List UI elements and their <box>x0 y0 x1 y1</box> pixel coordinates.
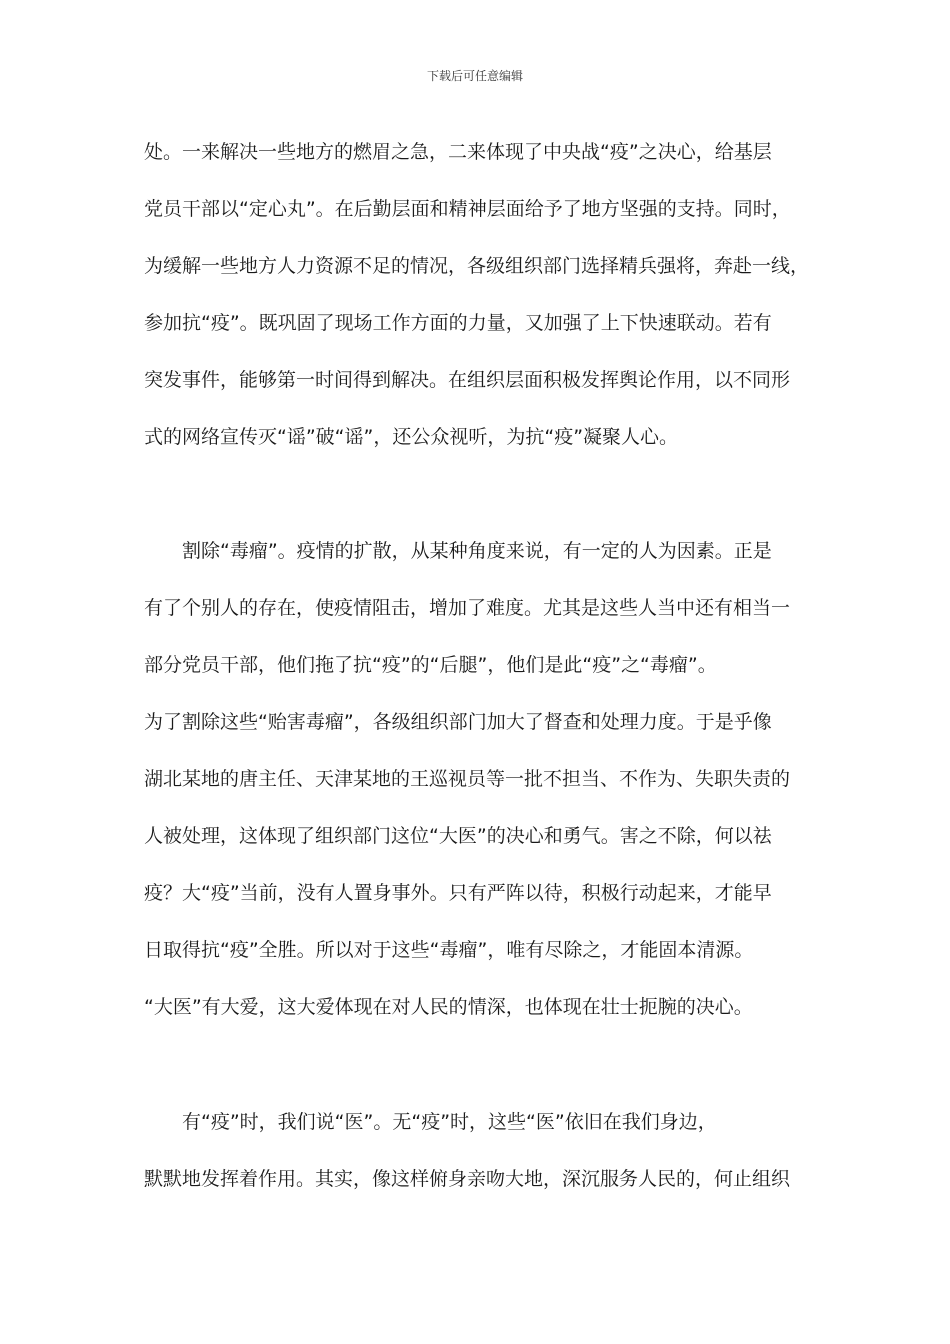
paragraph-first-line: 割除“毒瘤”。疫情的扩散，从某种角度来说，有一定的人为因素。正是 <box>144 540 772 562</box>
text-line: 式的网络宣传灭“谣”破“谣”，还公众视听，为抗“疫”凝聚人心。 <box>144 426 679 448</box>
text-line: 有了个别人的存在，使疫情阻击，增加了难度。尤其是这些人当中还有相当一 <box>144 597 791 619</box>
text-line: 日取得抗“疫”全胜。所以对于这些“毒瘤”，唯有尽除之，才能固本清源。 <box>144 939 754 961</box>
text-line: 突发事件，能够第一时间得到解决。在组织层面积极发挥舆论作用，以不同形 <box>144 369 791 391</box>
text-line: 湖北某地的唐主任、天津某地的王巡视员等一批不担当、不作为、失职失责的 <box>144 768 791 790</box>
text-line: 部分党员干部，他们拖了抗“疫”的“后腿”，他们是此“疫”之“毒瘤”。 <box>144 654 717 676</box>
text-line: 默默地发挥着作用。其实，像这样俯身亲吻大地，深沉服务人民的，何止组织 <box>144 1168 791 1190</box>
text-line: 疫？大“疫”当前，没有人置身事外。只有严阵以待，积极行动起来，才能早 <box>144 882 772 904</box>
page-header-note: 下载后可任意编辑 <box>426 69 523 83</box>
paragraph-first-line: 有“疫”时，我们说“医”。无“疫”时，这些“医”依旧在我们身边， <box>144 1111 717 1133</box>
text-line: “大医”有大爱，这大爱体现在对人民的情深，也体现在壮士扼腕的决心。 <box>144 996 753 1018</box>
text-line: 为了割除这些“贻害毒瘤”，各级组织部门加大了督查和处理力度。于是乎像 <box>144 711 772 733</box>
text-line: 人被处理，这体现了组织部门这位“大医”的决心和勇气。害之不除，何以祛 <box>144 825 772 847</box>
text-line: 为缓解一些地方人力资源不足的情况，各级组织部门选择精兵强将，奔赴一线， <box>144 255 810 277</box>
text-line: 党员干部以“定心丸”。在后勤层面和精神层面给予了地方坚强的支持。同时， <box>144 198 791 220</box>
text-line: 处。一来解决一些地方的燃眉之急，二来体现了中央战“疫”之决心，给基层 <box>144 141 772 163</box>
text-line: 参加抗“疫”。既巩固了现场工作方面的力量，又加强了上下快速联动。若有 <box>144 312 772 334</box>
